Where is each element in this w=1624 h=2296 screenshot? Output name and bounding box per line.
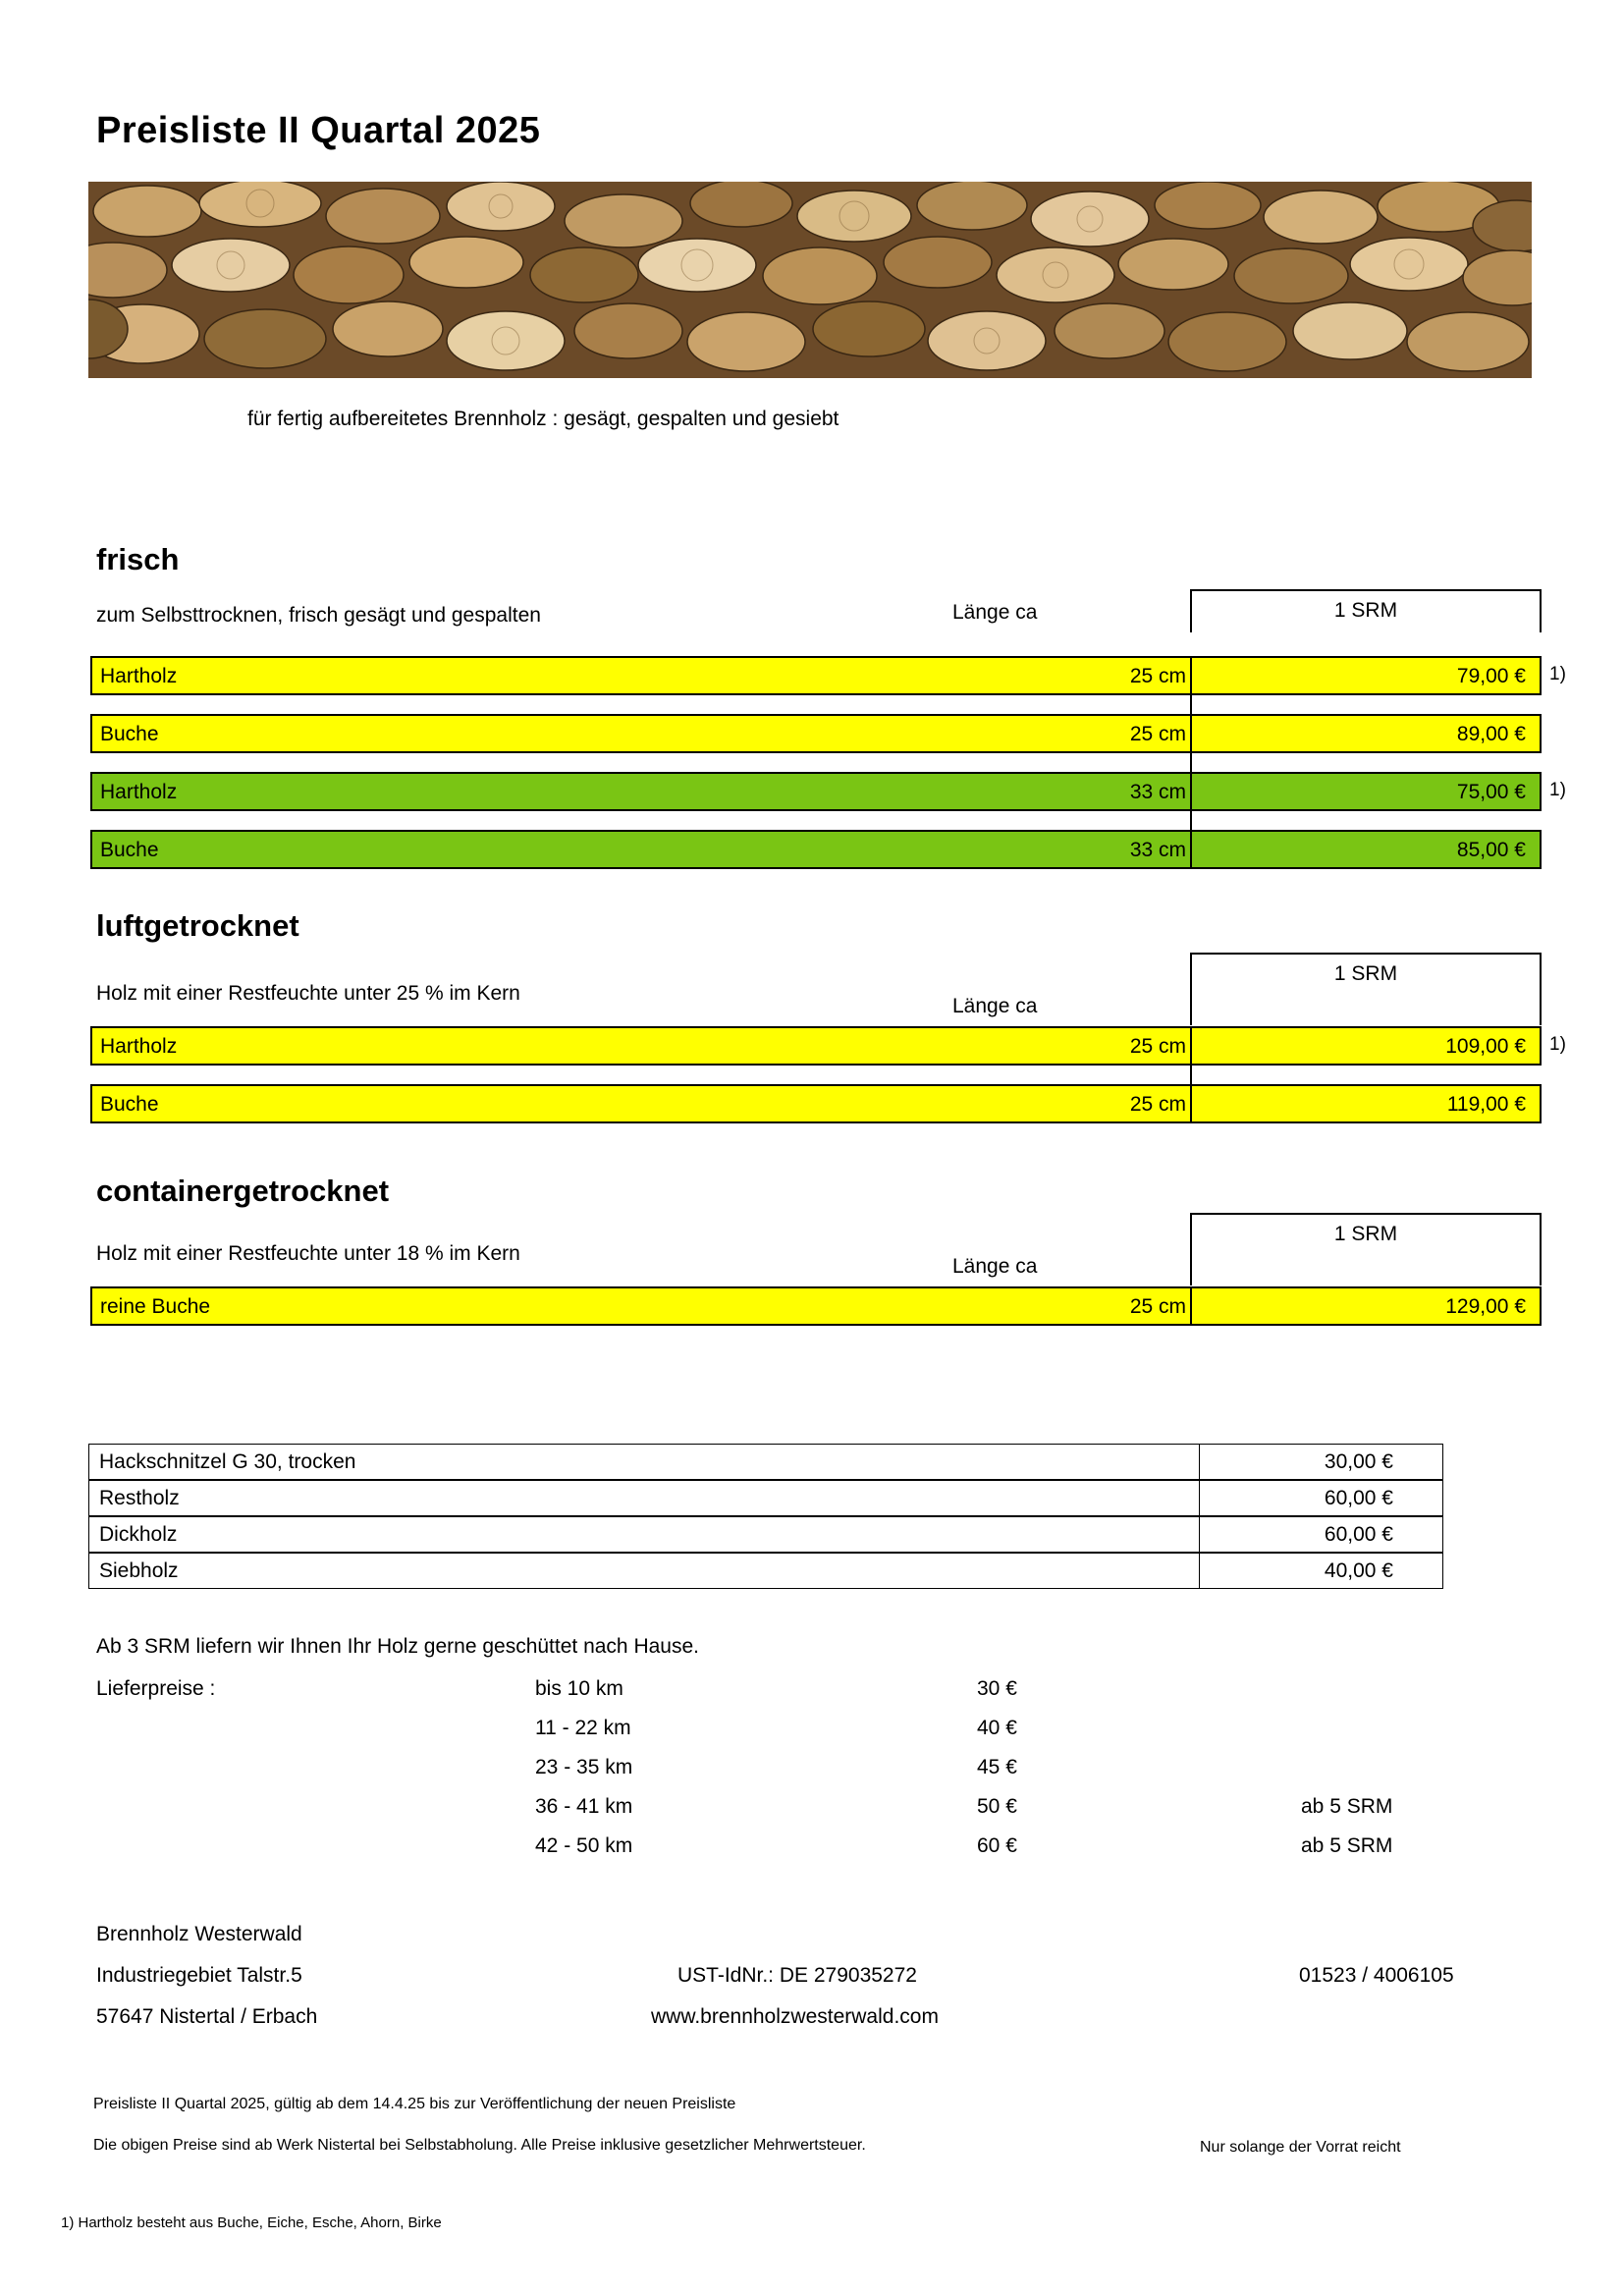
delivery-label: Lieferpreise : [96,1677,216,1700]
row-name: Buche [100,1093,159,1116]
company-phone: 01523 / 4006105 [1299,1964,1454,1987]
cell-divider [1199,1445,1200,1479]
product-price: 30,00 € [1324,1450,1393,1473]
delivery-price: 45 € [977,1756,1017,1778]
unit-header-luftgetrocknet: 1 SRM [1190,953,1542,1025]
delivery-intro: Ab 3 SRM liefern wir Ihnen Ihr Holz gerne geschüttet nach Hause. [96,1635,699,1658]
delivery-price: 40 € [977,1717,1017,1739]
price-row [90,656,1542,695]
price-row [90,772,1542,811]
firewood-banner-image [88,182,1532,378]
delivery-note: ab 5 SRM [1301,1795,1393,1818]
length-header-frisch: Länge ca [952,601,1038,624]
company-city: 57647 Nistertal / Erbach [96,2005,318,2028]
delivery-price: 60 € [977,1834,1017,1857]
delivery-range: 36 - 41 km [535,1795,633,1818]
price-row [90,714,1542,753]
length-header-containergetrocknet: Länge ca [952,1255,1038,1278]
section-description-frisch: zum Selbsttrocknen, frisch gesägt und gespalten [96,604,541,627]
firewood-photo-svg [88,182,1532,378]
product-price: 60,00 € [1324,1523,1393,1546]
row-length: 25 cm [1129,1035,1186,1058]
row-length: 25 cm [1129,1295,1186,1318]
row-price: 75,00 € [1456,781,1526,803]
column-divider-frisch [1190,656,1192,869]
delivery-range: 11 - 22 km [535,1717,631,1739]
row-name: Hartholz [100,665,178,687]
table-row [88,1480,1443,1516]
cell-divider [1199,1481,1200,1515]
section-description-luftgetrocknet: Holz mit einer Restfeuchte unter 25 % im Kern [96,982,520,1005]
product-price: 60,00 € [1324,1487,1393,1509]
footer-terms: Die obigen Preise sind ab Werk Nistertal bei Selbstabholung. Alle Preise inklusive gesetzlicher Mehrwertsteuer. [93,2137,866,2154]
row-name: Hartholz [100,781,178,803]
row-length: 25 cm [1129,723,1186,745]
company-street: Industriegebiet Talstr.5 [96,1964,302,1987]
footer-validity: Preisliste II Quartal 2025, gültig ab dem 14.4.25 bis zur Veröffentlichung der neuen Preisliste [93,2096,736,2112]
product-name: Hackschnitzel G 30, trocken [99,1450,356,1473]
footnote-marker: 1) [1549,780,1566,800]
delivery-price: 50 € [977,1795,1017,1818]
row-price: 129,00 € [1445,1295,1526,1318]
delivery-price: 30 € [977,1677,1017,1700]
price-row [90,830,1542,869]
footnote-hartholz: 1) Hartholz besteht aus Buche, Eiche, Esche, Ahorn, Birke [61,2214,442,2231]
section-heading-frisch: frisch [96,542,180,576]
company-vat-id: UST-IdNr.: DE 279035272 [677,1964,917,1987]
row-length: 25 cm [1129,665,1186,687]
footnote-marker: 1) [1549,664,1566,684]
footer-availability: Nur solange der Vorrat reicht [1200,2139,1401,2156]
section-heading-containergetrocknet: containergetrocknet [96,1174,390,1208]
table-row [88,1444,1443,1480]
unit-header-containergetrocknet: 1 SRM [1190,1213,1542,1285]
price-row [90,1026,1542,1066]
section-heading-luftgetrocknet: luftgetrocknet [96,908,299,943]
row-price: 119,00 € [1446,1093,1526,1116]
company-website[interactable]: www.brennholzwesterwald.com [651,2005,939,2028]
row-name: Hartholz [100,1035,178,1058]
row-length: 33 cm [1129,839,1186,861]
column-divider-container [1190,1286,1192,1326]
delivery-range: 23 - 35 km [535,1756,633,1778]
row-name: Buche [100,723,159,745]
length-header-luftgetrocknet: Länge ca [952,995,1038,1017]
row-name: reine Buche [100,1295,211,1318]
row-price: 85,00 € [1456,839,1526,861]
table-row [88,1553,1443,1589]
table-row [88,1516,1443,1553]
page-title: Preisliste II Quartal 2025 [96,110,541,151]
footnote-marker: 1) [1549,1034,1566,1055]
row-length: 33 cm [1129,781,1186,803]
column-divider-luftgetrocknet [1190,1026,1192,1123]
document-subtitle: für fertig aufbereitetes Brennholz : gesägt, gespalten und gesiebt [247,408,839,430]
cell-divider [1199,1517,1200,1552]
product-price: 40,00 € [1324,1559,1393,1582]
row-price: 89,00 € [1456,723,1526,745]
delivery-range: bis 10 km [535,1677,623,1700]
price-row [90,1084,1542,1123]
section-description-containergetrocknet: Holz mit einer Restfeuchte unter 18 % im Kern [96,1242,520,1265]
row-price: 79,00 € [1456,665,1526,687]
cell-divider [1199,1554,1200,1588]
product-name: Dickholz [99,1523,178,1546]
row-length: 25 cm [1129,1093,1186,1116]
delivery-range: 42 - 50 km [535,1834,633,1857]
delivery-note: ab 5 SRM [1301,1834,1393,1857]
product-name: Restholz [99,1487,180,1509]
row-price: 109,00 € [1445,1035,1526,1058]
price-row [90,1286,1542,1326]
row-name: Buche [100,839,159,861]
product-name: Siebholz [99,1559,179,1582]
company-name: Brennholz Westerwald [96,1923,302,1945]
unit-header-frisch: 1 SRM [1190,589,1542,632]
